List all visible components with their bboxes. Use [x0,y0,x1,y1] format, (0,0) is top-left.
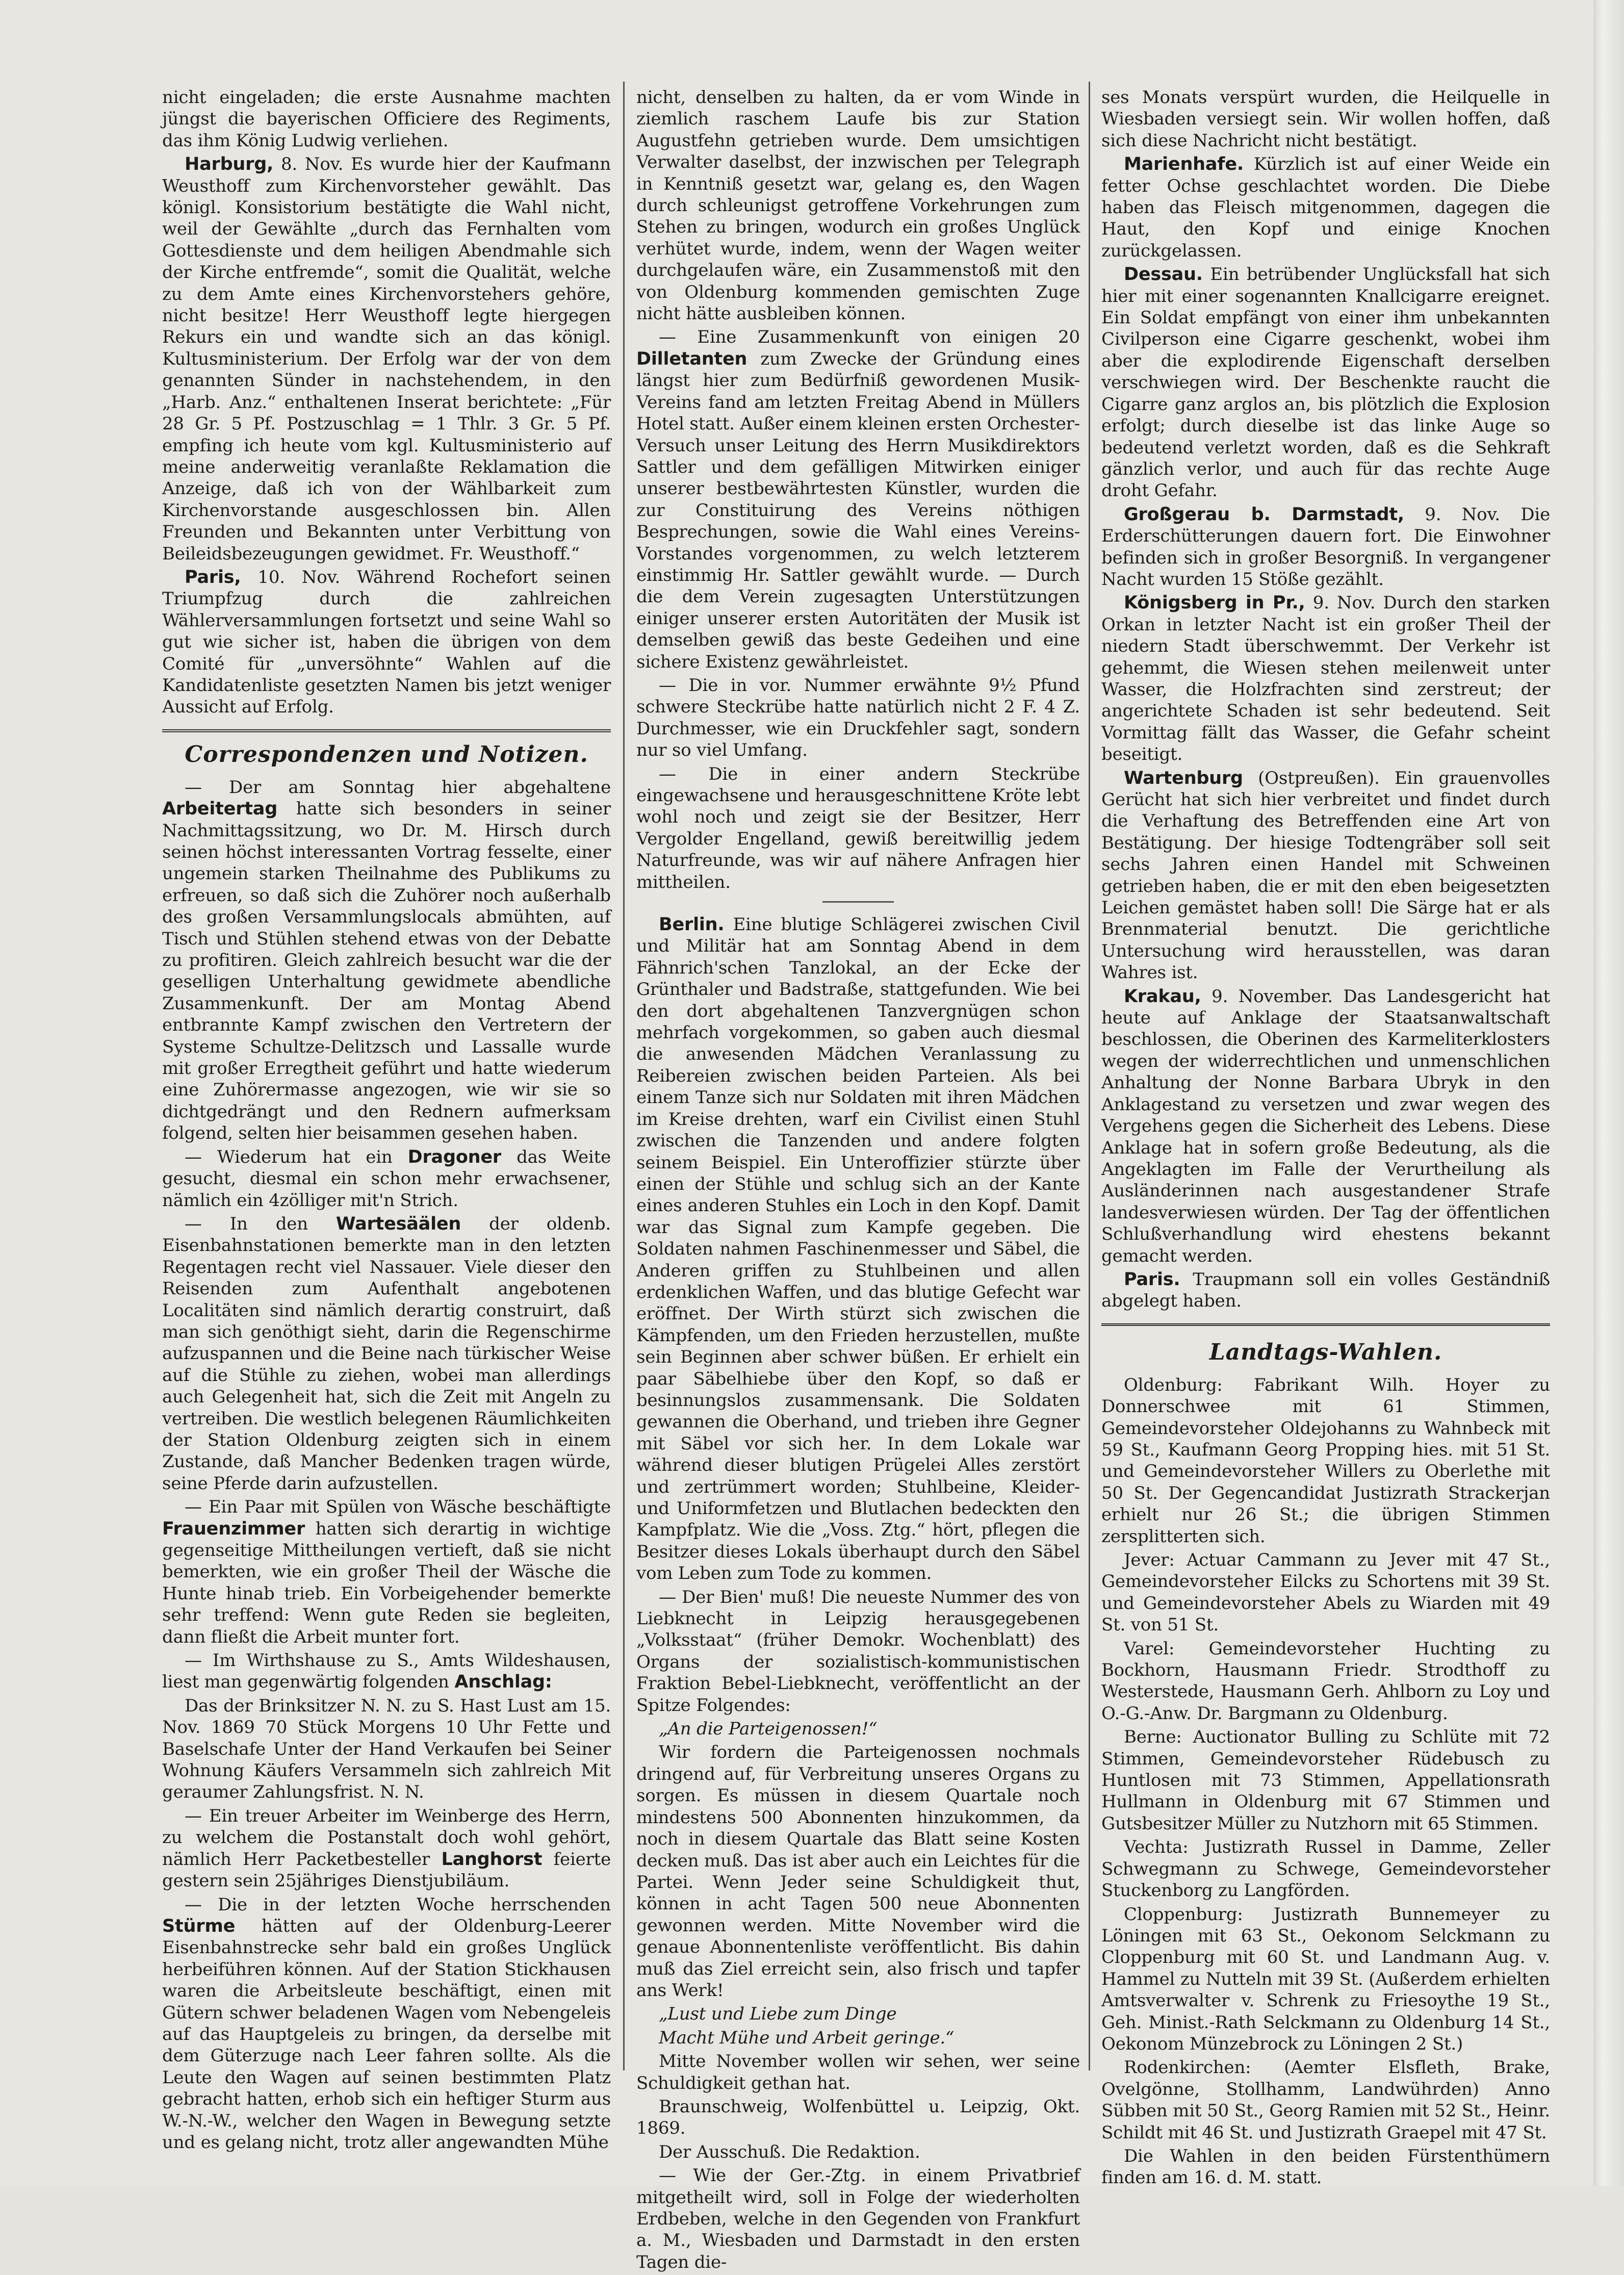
verse-line: Macht Mühe und Arbeit geringe.“ [659,2027,955,2048]
article-marienhafe: Marienhafe. Kürzlich ist auf einer Weide ein fetter Ochse geschlachtet worden. Die Diebe haben das Fleisch mitgenommen, dagegen die Haut, den Kopf und einige Knochen zurückgelassen. [1101,154,1550,261]
article-wartenburg: Wartenburg (Ostpreußen). Ein grauenvolles Gerücht hat sich hier verbreitet und findet durch die Verhaftung des Betreffenden eine Art von Bestätigung. Der hiesige Todtengräber soll seit sechs Jahren einen Handel mit Schweinen getrieben haben, die er mit den eben beigesetzten Leichen gemästet haben soll! Die Särge hat er als Brennmaterial benutzt. Die gerichtliche Untersuchung wird herausstellen, was daran Wahres ist. [1101,768,1550,983]
dateline-location: Paris, [185,567,241,587]
note-paragraph: Das der Brinksitzer N. N. zu S. Hast Lust am 15. Nov. 1869 70 Stück Morgens 10 Uhr Fette und Baselschafe Unter der Hand Verkaufen bei Seiner Wohnung Käufers Versammeln sich zahlreich Mit geraumer Zahlungsfrist. N. N. [162,1695,611,1803]
article-grossgerau: Großgerau b. Darmstadt, 9. Nov. Die Erderschütterungen dauern fort. Die Einwohner befinden sich in großer Besorgniß. In vergangener Nacht wurden 15 Stöße gezählt. [1101,504,1550,590]
article-krakau: Krakau, 9. November. Das Landesgericht hat heute auf Anklage der Staatsanwaltschaft beschlossen, die Oberinen des Karmeliterklosters wegen der widerrechtlichen und unmenschlichen Anhaltung der Nonne Barbara Ubryk in den Anklagestand zu versetzen und zwar wegen des Vergehens gegen die Sicherheit des Lebens. Diese Anklage hat in sofern große Bedeutung, als die Angeklagten im Falle der Verurtheilung als Ausländerinnen nach ausgestandener Strafe landesverwiesen würden. Der Tag der öffentlichen Schlußverhandlung wird ehestens bekannt gemacht werden. [1101,986,1550,1266]
note-paragraph: — Im Wirthshause zu S., Amts Wildeshausen, liest man gegenwärtig folgenden Anschlag: [162,1650,611,1693]
verse-line: „Lust und Liebe zum Dinge [659,2004,897,2025]
column-divider [623,82,625,2070]
election-berne: Berne: Auctionator Bulling zu Schlüte mit 72 Stimmen, Gemeindevorsteher Rüdebusch zu Huntlosen mit 73 Stimmen, Appellationsrath Hullmann in Oldenburg mit 67 Stimmen und Gutsbesitzer Müller zu Nutzhorn mit 65 Stimmen. [1101,1727,1550,1834]
short-rule [822,901,894,903]
note-paragraph: — Ein treuer Arbeiter im Weinberge des Herrn, zu welchem die Postanstalt doch wohl gehört, nämlich Herr Packetbesteller Langhorst feierte gestern sein 25jähriges Dienstjubiläum. [162,1805,611,1891]
quote-paragraph: Wir fordern die Parteigenossen nochmals dringend auf, für Verbreitung unseres Organs zu sorgen. Es müssen in diesem Quartale noch mindestens 500 Abonnenten hinzukommen, da noch in diesem Quartale das Blatt seine Kosten decken muß. Das ist aber auch ein Leichtes für die Partei. Wenn Jeder seine Schuldigkeit thut, können in acht Tagen 500 neue Abonnenten gewonnen werden. Mitte November wird die genaue Abonnentenliste veröffentlicht. Bis dahin muß das Ziel erreicht sein, also frisch und tapfer ans Werk! [636,1742,1080,2001]
article-paris: Paris. Traupmann soll ein volles Geständniß abgelegt haben. [1101,1269,1550,1312]
column-divider [1089,82,1090,2070]
note-paragraph: nicht, denselben zu halten, da er vom Winde in ziemlich raschem Laufe bis zur Station Augustfehn getrieben wurde. Dem umsichtigen Verwalter daselbst, der inzwischen per Telegraph in Kenntniß gesetzt war, gelang es, den Wagen durch schleunigst getroffene Vorkehrungen zum Stehen zu bringen, wodurch ein großes Unglück verhütet wurde, indem, wenn der Wagen weiter durchgelaufen wäre, ein Zusammenstoß mit den von Oldenburg kommenden gemischten Zuge nicht hätte ausbleiben können. [636,87,1080,324]
election-cloppenburg: Cloppenburg: Justizrath Bunnemeyer zu Löningen mit 63 St., Oekonom Selckmann zu Cloppenburg mit 60 St. und Landmann Aug. v. Hammel zu Nutteln mit 39 St. (Außerdem erhielten Amtsverwalter v. Schrenk zu Friesoythe 19 St., Geh. Minist.-Rath Selckmann zu Oldenburg 14 St., Oekonom Münzebrock zu Löningen 2 St.) [1101,1904,1550,2054]
column-1 [162,87,611,2155]
note-paragraph: — Die in einer andern Steckrübe eingewachsene und herausgeschnittene Kröte lebt wohl noch und zeigt sie der Besitzer, Herr Vergolder Engelland, gewiß bereitwillig jedem Naturfreunde, was wir auf nähere Anfragen hier mittheilen. [636,763,1080,892]
article-koenigsberg: Königsberg in Pr., 9. Nov. Durch den starken Orkan in letzter Nacht ist ein großer Theil der niedern Stadt überschwemmt. Der Verkehr ist gehemmt, die Wiesen stehen meilenweit unter Wasser, die Holzfrachten sind zerstreut; der angerichtete Schaden ist sehr bedeutend. Seit Vormittag fällt das Wasser, die Gefahr scheint beseitigt. [1101,593,1550,765]
signature: Der Ausschuß. Die Redaktion. [659,2141,920,2162]
section-rule [1101,1323,1550,1326]
note-paragraph: — Die in der letzten Woche herrschenden Stürme hätten auf der Oldenburg-Leerer Eisenbahnstrecke sehr bald ein großes Unglück herbeiführen können. Auf der Station Stickhausen waren die Arbeitsleute beschäftigt, einen mit Gütern schwer beladenen Wagen vom Nebengeleis auf das Hauptgeleis zu bringen, da derselbe mit dem Güterzuge nach Leer fahren sollte. Als die Leute den Wagen auf seinen bestimmten Platz gebracht hatten, erhob sich ein heftiger Sturm aus W.-N.-W., welcher den Wagen in Bewegung setzte und es gelang nicht, trotz aller angewandten Mühe [162,1894,611,2153]
quote-paragraph: Mitte November wollen wir sehen, wer seine Schuldigkeit gethan hat. [636,2051,1080,2093]
note-paragraph: — Ein Paar mit Spülen von Wäsche beschäftigte Frauenzimmer hatten sich derartig in wichtige gegenseitige Mittheilungen vertieft, daß sie nicht bemerkten, wie ein großer Theil der Wäsche die Hunte hinab trieb. Ein Vorbeigehender bemerkte sehr treffend: Wenn gute Reden sie begleiten, dann fließt die Arbeit munter fort. [162,1497,611,1647]
article-dessau: Dessau. Ein betrübender Unglücksfall hat sich hier mit einer sogenannten Knallcigarre ereignet. Ein Soldat empfängt von einer ihm unbekannten Civilperson eine Cigarre geschenkt, wobei ihm aber die explodirende Eigenschaft derselben verschwiegen wird. Der Beschenkte raucht die Cigarre ganz arglos an, bis plötzlich die Explosion erfolgt; durch dieselbe ist das linke Auge so bedeutend verletzt worden, daß es die Sehkraft gänzlich verlor, und auch für das rechte Auge droht Gefahr. [1101,264,1550,501]
election-jever: Jever: Actuar Cammann zu Jever mit 47 St., Gemeindevorsteher Eilcks zu Schortens mit 39 St. und Gemeindevorsteher Abels zu Wiarden mit 49 St. von 51 St. [1101,1550,1550,1635]
column-3 [1101,87,1550,2191]
article-harburg: Harburg, 8. Nov. Es wurde hier der Kaufmann Weusthoff zum Kirchenvorsteher gewählt. Das königl. Konsistorium bestätigte die Wahl nicht, weil der Gewählte „durch das Fernhalten vom Gottesdienste und dem heiligen Abendmahle sich der Kirche entfremde“, somit die Qualität, welche zu dem Amte eines Kirchenvorstehers gehöre, nicht besitze! Herr Weusthoff legte hiergegen Rekurs ein und wandte sich an das königl. Kultusministerium. Der Erfolg war der von dem genannten Sünder in nachstehendem, in den „Harb. Anz.“ enthaltenen Inserat berichtete: „Für 28 Gr. 5 Pf. Postzuschlag = 1 Thlr. 3 Gr. 5 Pf. empfing ich heute vom kgl. Kultusministerio auf meine anderweitig veranlaßte Reklamation die Anzeige, daß ich von der Wählbarkeit zum Kirchenvorstande ausgeschlossen bin. Allen Freunden und Bekannten unter Verbittung von Beileidsbezeugungen gewidmet. Fr. Weusthoff.“ [162,154,611,564]
election-varel: Varel: Gemeindevorsteher Huchting zu Bockhorn, Hausmann Friedr. Strodthoff zu Westerstede, Hausmann Gerh. Ahlborn zu Loy und O.-G.-Anw. Dr. Bargmann zu Oldenburg. [1101,1638,1550,1724]
election-rodenkirchen: Rodenkirchen: (Aemter Elsfleth, Brake, Ovelgönne, Stollhamm, Landwührden) Anno Sübben mit 50 St., Georg Ramien mit 52 St., Heinr. Schildt mit 46 St. und Justizrath Graepel mit 47 St. [1101,2057,1550,2143]
section-title: Correspondenzen und Notizen. [185,741,588,768]
quote-title: „An die Parteigenossen!“ [659,1719,878,1740]
article-paris: Paris, 10. Nov. Während Rochefort seinen Triumpfzug durch die zahlreichen Wählerversammlungen fortsetzt und seine Wahl so gut wie sicher ist, haben die übrigen von dem Comité für „unversöhnte“ Wahlen auf die Kandidatenliste gesetzten Namen bis jetzt weniger Aussicht auf Erfolg. [162,567,611,718]
note-paragraph: — Der Bien' muß! Die neueste Nummer des von Liebknecht in Leipzig herausgegebenen „Volksstaat“ (früher Demokr. Wochenblatt) des Organs der sozialistisch-kommunistischen Fraktion Bebel-Liebknecht, veröffentlicht an der Spitze Folgendes: [636,1587,1080,1716]
column-2 [636,87,1080,2275]
election-vechta: Vechta: Justizrath Russel in Damme, Zeller Schwegmann zu Schwege, Gemeindevorsteher Stuckenborg zu Langförden. [1101,1837,1550,1901]
election-oldenburg: Oldenburg: Fabrikant Wilh. Hoyer zu Donnerschwee mit 61 Stimmen, Gemeindevorsteher Oldejohanns zu Wahnbeck mit 59 St., Kaufmann Georg Propping hies. mit 51 St. und Gemeindevorsteher Willers zu Oberlethe mit 50 St. Der Gegencandidat Justizrath Strackerjan erhielt nur 26 St.; die übrigen Stimmen zersplitterten sich. [1101,1374,1550,1547]
section-rule [162,729,611,732]
dateline-location: Harburg, [185,154,274,175]
election-note: Die Wahlen in den beiden Fürstenthümern finden am 16. d. M. statt. [1101,2145,1550,2188]
note-paragraph: — Wie der Ger.-Ztg. in einem Privatbrief mitgetheilt wird, soll in Folge der wiederholten Erdbeben, welche in den Gegenden von Frankfurt a. M., Wiesbaden und Darmstadt in den ersten Tagen die- [636,2165,1080,2272]
note-paragraph: — Die in vor. Nummer erwähnte 9½ Pfund schwere Steckrübe hatte natürlich nicht 2 F. 4 Z. Durchmesser, wie ein Druckfehler sagt, sondern nur so viel Umfang. [636,675,1080,761]
section-title: Landtags-Wahlen. [1209,1339,1442,1365]
note-paragraph: ses Monats verspürt wurden, die Heilquelle in Wiesbaden versiegt sein. Wir wollen hoffen, daß sich diese Nachricht nicht bestätigt. [1101,87,1550,151]
page-edge [1593,0,1624,2186]
dateline: Braunschweig, Wolfenbüttel u. Leipzig, Okt. 1869. [636,2096,1080,2139]
note-paragraph: — In den Wartesäälen der oldenb. Eisenbahnstationen bemerkte man in den letzten Regentagen recht viel Nassauer. Viele dieser den Reisenden zum Aufenthalt angebotenen Localitäten sind nämlich derartig construirt, daß man sich genöthigt sieht, darin die Regenschirme aufzuspannen und die Beine nach türkischer Weise auf die Stühle zu ziehen, wobei man allerdings auch Gelegenheit hat, sich die Zeit mit Angeln zu vertreiben. Die westlich belegenen Räumlichkeiten der Station Oldenburg zeigten sich in einem Zustande, daß Mancher Bedenken tragen würde, seine Pferde darin aufzustellen. [162,1213,611,1494]
article-paragraph: nicht eingeladen; die erste Ausnahme machten jüngst die bayerischen Officiere des Regiments, das ihm König Ludwig verliehen. [162,87,611,151]
note-paragraph: — Wiederum hat ein Dragoner das Weite gesucht, diesmal ein schon mehr erwachsener, nämlich ein 4zölliger mit'n Strich. [162,1146,611,1211]
note-paragraph: — Der am Sonntag hier abgehaltene Arbeitertag hatte sich besonders in seiner Nachmittagssitzung, wo Dr. M. Hirsch durch seinen höchst interessanten Vortrag fesselte, einer ungemein starken Theilnahme des Publikums zu erfreuen, so daß sich die Zuhörer noch außerhalb des großen Versammlungslocals abmühten, auf Tisch und Stühlen stehend etwas von der Debatte zu profitiren. Gleich zahlreich besucht war die der geselligen Unterhaltung gewidmete abendliche Zusammenkunft. Der am Montag Abend entbrannte Kampf zwischen den Vertretern der Systeme Schultze-Delitzsch und Lassalle wurde mit großer Erregtheit geführt und hatte wiederum eine Zuhörermasse angezogen, wie wir sie so dichtgedrängt und den Rednern aufmerksam folgend, selten hier beisammen gesehen haben. [162,777,611,1144]
article-berlin: Berlin. Eine blutige Schlägerei zwischen Civil und Militär hat am Sonntag Abend in dem Fähnrich'schen Tanzlokal, an der Ecke der Grünthaler und Badstraße, stattgefunden. Wie bei den dort abgehaltenen Tanzvergnügen schon mehrfach vorgekommen, so gaben auch diesmal die anwesenden Mädchen Veranlassung zu Reibereien zwischen beiden Parteien. Als bei einem Tanze sich nur Soldaten mit ihren Mädchen im Kreise drehten, warf ein Civilist einen Stuhl zwischen die Tanzenden und andere folgten seinem Beispiel. Ein Unteroffizier stürzte über einen der Stühle und schlug sich an der Kante eines anderen Stuhles ein Loch in den Kopf. Damit war das Signal zum Kampfe gegeben. Die Soldaten nahmen Faschinenmesser und Säbel, die Anderen griffen zu Stuhlbeinen und allen erdenklichen Waffen, und das blutige Gefecht war eröffnet. Der Wirth stürzt sich zwischen die Kämpfenden, um den Frieden herzustellen, mußte sein Beginnen aber schwer büßen. Er erhielt ein paar Säbelhiebe über den Kopf, so daß er besinnungslos zusammensank. Die Soldaten gewannen die Oberhand, und trieben ihre Gegner mit Säbel vor sich her. In dem Lokale war während dieser blutigen Prügelei Alles zerstört und zertrümmert worden; Stuhlbeine, Kleider- und Uniformfetzen und Blutlachen bedeckten den Kampfplatz. Wie die „Voss. Ztg.“ hört, pflegen die Besitzer dieses Lokals überhaupt durch den Säbel vom Leben zum Tode zu kommen. [636,914,1080,1584]
note-paragraph: — Eine Zusammenkunft von einigen 20 Dilletanten zum Zwecke der Gründung eines längst hier zum Bedürfniß gewordenen Musik-Vereins fand am letzten Freitag Abend in Müllers Hotel statt. Außer einem kleinen ersten Orchester-Versuch unser Leitung des Herrn Musikdirektors Sattler und dem gefälligen Mitwirken einiger unserer bestbewährtesten Künstler, wurden die zur Constituirung des Vereins nöthigen Besprechungen, sowie die Wahl eines Vereins-Vorstandes vorgenommen, zu welch letzterem einstimmig Hr. Sattler gewählt wurde. — Durch die dem Verein zugesagten Unterstützungen einiger unserer ersten Autoritäten der Musik ist demselben gewiß das beste Gedeihen und eine sichere Existenz gewährleistet. [636,327,1080,672]
